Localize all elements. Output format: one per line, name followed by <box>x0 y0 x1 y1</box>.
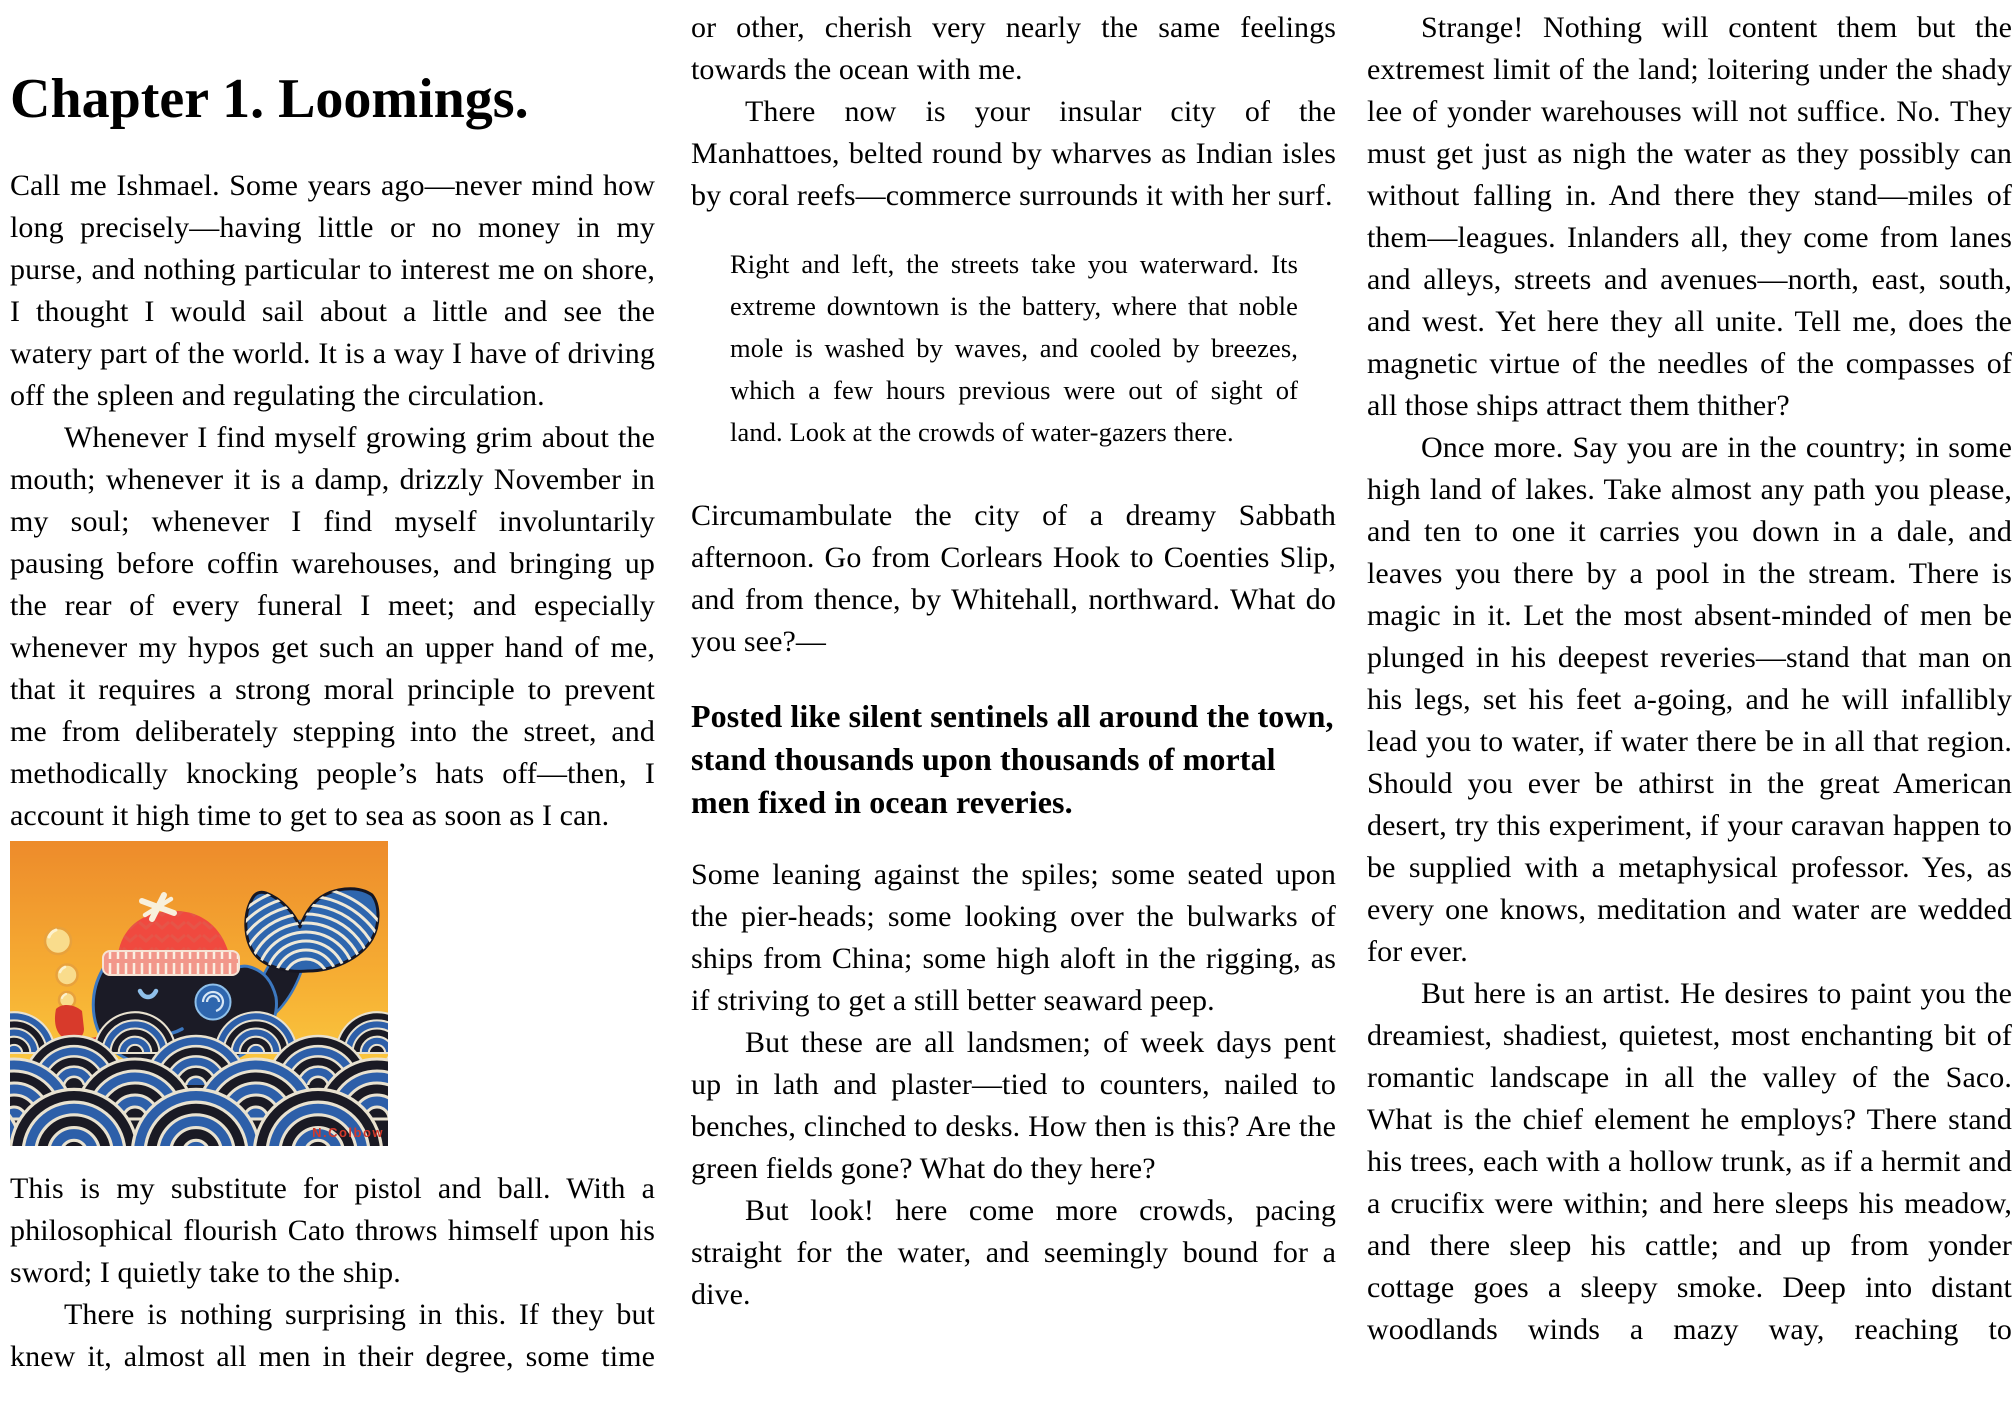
excerpt-blockquote: Right and left, the streets take you waterward. Its extreme downtown is the battery, where that noble mole is washed by waves, and cooled by breezes, which a few hours previous were out of sight of land. Look at the crowds of water-gazers there. <box>730 249 1298 447</box>
paragraph-once-more: Once more. Say you are in the country; in some high land of lakes. Take almost any path you please, and ten to one it carries you down in a dale, and leaves you there by a pool in the stream. There is magic in it. Let the most absent-minded of men be plunged in his deepest reveries—stand that man on his legs, set his feet a-going, and he will infallibly lead you to water, if water there be in all that region. Should you ever be athirst in the great American desert, try this experiment, if your caravan happen to be supplied with a metaphysical professor. Yes, as every one knows, meditation and water are wedded for ever. <box>1367 431 2012 968</box>
artist-signature: N.Colbow <box>312 1125 384 1140</box>
paragraph-strange: Strange! Nothing will content them but the extremest limit of the land; loitering under the shady lee of yonder warehouses will not suffice. No. They must get just as nigh the water as they possibly can without falling in. And there they stand—miles of them—leagues. Inlanders all, they come from lanes and alleys, streets and avenues—north, east, south, and west. Yet here they all unite. Tell me, does the magnetic virtue of the needles of the compasses of all those ships attract them thither? <box>1367 11 2012 422</box>
paragraph-nothing-surprising: There is nothing surprising in this. If they but knew it, almost all men in their degree, some time <box>10 1298 655 1373</box>
paragraph-circumambulate: Circumambulate the city of a dreamy Sabbath afternoon. Go from Corlears Hook to Coenties Slip, and from thence, by Whitehall, northward. What do you see?— <box>691 499 1336 658</box>
paragraph-artist: But here is an artist. He desires to paint you the dreamiest, shadiest, quietest, most enchanting bit of romantic landscape in all the valley of the Saco. What is the chief element he employs? There stand his trees, each with a hollow trunk, as if a hermit and a crucifix were within; and here sleeps his meadow, and there sleep his cattle; and up from yonder cottage goes a sleepy smoke. Deep into distant woodlands winds a mazy way, reaching to <box>1367 977 2012 1346</box>
column-2 <box>691 0 1336 1316</box>
paragraph-landsmen: But these are all landsmen; of week days pent up in lath and plaster—tied to counters, nailed to benches, clinched to desks. How then is this? Are the green fields gone? What do they here? <box>691 1026 1336 1185</box>
paragraph-insular-city: There now is your insular city of the Manhattoes, belted round by wharves as Indian isles by coral reefs—commerce surrounds it with her surf. <box>691 95 1336 212</box>
section-heading: Posted like silent sentinels all around the town, stand thousands upon thousands of mortal men fixed in ocean reveries. <box>691 698 1334 820</box>
column-3 <box>1367 0 2012 1351</box>
paragraph-or-other: or other, cherish very nearly the same feelings towards the ocean with me. <box>691 11 1336 86</box>
whale-cheek <box>196 985 231 1020</box>
chapter-heading: Chapter 1. Loomings. <box>10 68 529 130</box>
paragraph-substitute: This is my substitute for pistol and ball. With a philosophical flourish Cato throws himself upon his sword; I quietly take to the ship. <box>10 1172 655 1289</box>
paragraph-whenever: Whenever I find myself growing grim about the mouth; whenever it is a damp, drizzly November in my soul; whenever I find myself involuntarily pausing before coffin warehouses, and bringing up the rear of every funeral I meet; and especially whenever my hypos get such an upper hand of me, that it requires a strong moral principle to prevent me from deliberately stepping into the street, and methodically knocking people’s hats off—then, I account it high time to get to sea as soon as I can. <box>10 421 655 832</box>
paragraph-call-me-ishmael: Call me Ishmael. Some years ago—never mind how long precisely—having little or no money in my purse, and nothing particular to interest me on shore, I thought I would sail about a little and see the watery part of the world. It is a way I have of driving off the spleen and regulating the circulation. <box>10 169 655 412</box>
column-1 <box>10 0 655 1378</box>
paragraph-but-look: But look! here come more crowds, pacing straight for the water, and seemingly bound for a dive. <box>691 1194 1336 1311</box>
whale-illustration <box>10 841 388 1146</box>
paragraph-some-leaning: Some leaning against the spiles; some seated upon the pier-heads; some looking over the bulwarks of ships from China; some high aloft in the rigging, as if striving to get a still better seaward peep. <box>691 858 1336 1017</box>
